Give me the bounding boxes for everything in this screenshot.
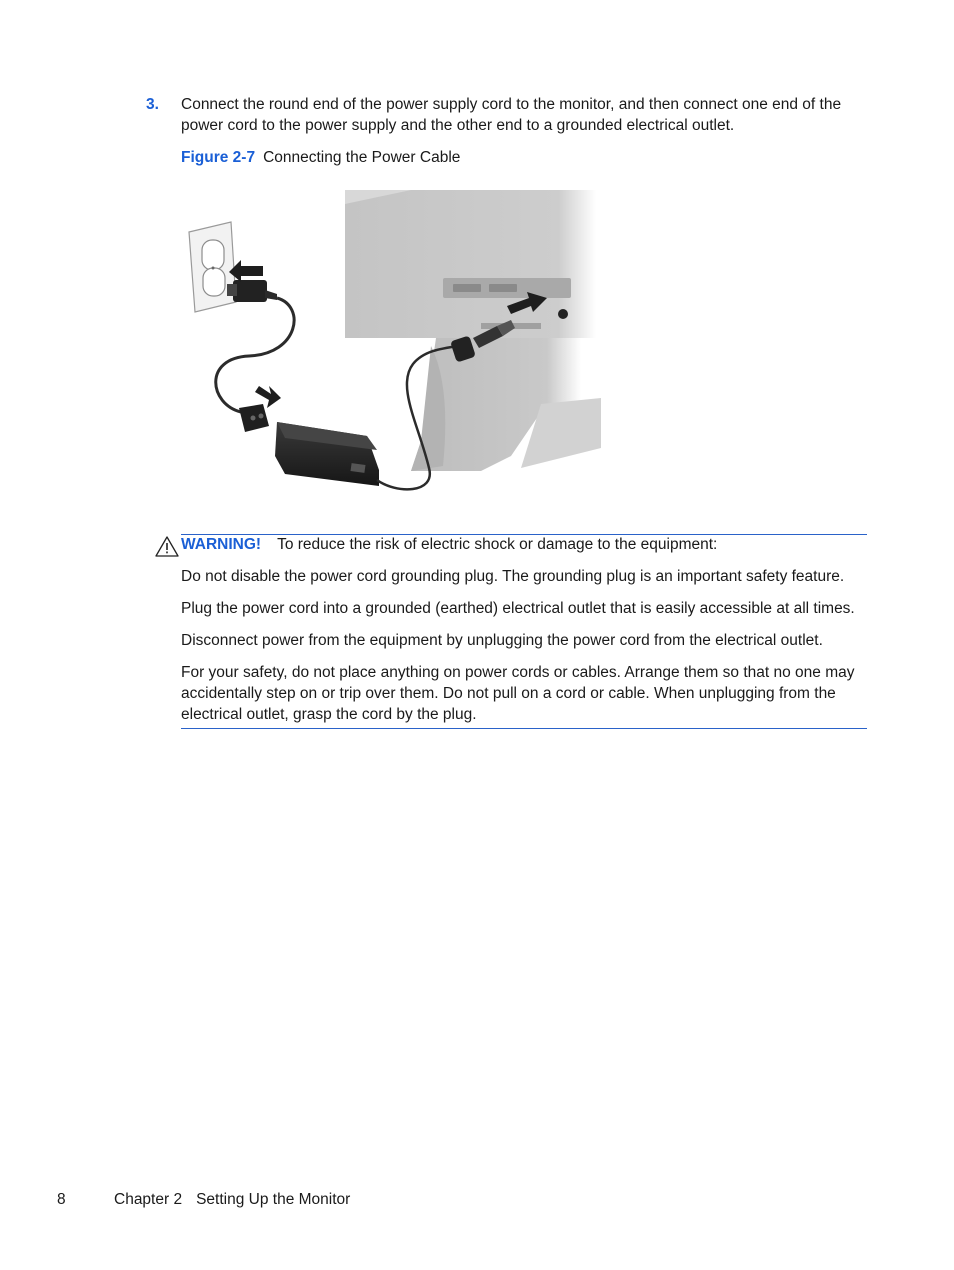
- wall-outlet: [189, 222, 236, 312]
- page-number: 8: [57, 1191, 66, 1208]
- monitor-back: [345, 190, 596, 338]
- footer-chapter-title: Setting Up the Monitor: [196, 1191, 351, 1208]
- figure-title: Connecting the Power Cable: [263, 149, 461, 166]
- wall-plug: [227, 280, 277, 302]
- step-number: 3.: [146, 96, 159, 113]
- power-cord: [216, 298, 294, 412]
- power-cable-figure-svg: [181, 186, 601, 498]
- warning-paragraph: Disconnect power from the equipment by unplugging the power cord from the electrical outlet.: [181, 632, 823, 649]
- power-cord-coupler: [239, 404, 269, 432]
- power-supply-brick: [275, 422, 379, 486]
- warning-paragraph: Plug the power cord into a grounded (earthed) electrical outlet that is easily accessible at all times.: [181, 600, 855, 617]
- footer-chapter: Chapter 2: [114, 1191, 183, 1208]
- warning-icon: [155, 535, 179, 557]
- warning-intro: To reduce the risk of electric shock or damage to the equipment:: [277, 536, 718, 553]
- figure-label: Figure 2-7: [181, 149, 256, 166]
- warning-label: WARNING!: [181, 536, 262, 553]
- warning-header: [181, 535, 867, 555]
- page-footer: [57, 1189, 350, 1210]
- power-cable-illustration: [181, 186, 601, 498]
- step-3: [146, 94, 866, 136]
- warning-paragraph: Do not disable the power cord grounding plug. The grounding plug is an important safety feature.: [181, 568, 845, 585]
- monitor-stand: [411, 338, 601, 471]
- step-text: Connect the round end of the power supply cord to the monitor, and then connect one end of the power cord to the power supply and the other end to a grounded electrical outlet.: [181, 96, 842, 134]
- warning-box: [181, 534, 867, 729]
- warning-paragraph: For your safety, do not place anything on power cords or cables. Arrange them so that no one may accidentally step on or trip over them. Do not pull on a cord or cable. When unplugging from the electrical outlet, grasp the cord by the plug.: [181, 664, 855, 723]
- figure-caption: [181, 147, 460, 168]
